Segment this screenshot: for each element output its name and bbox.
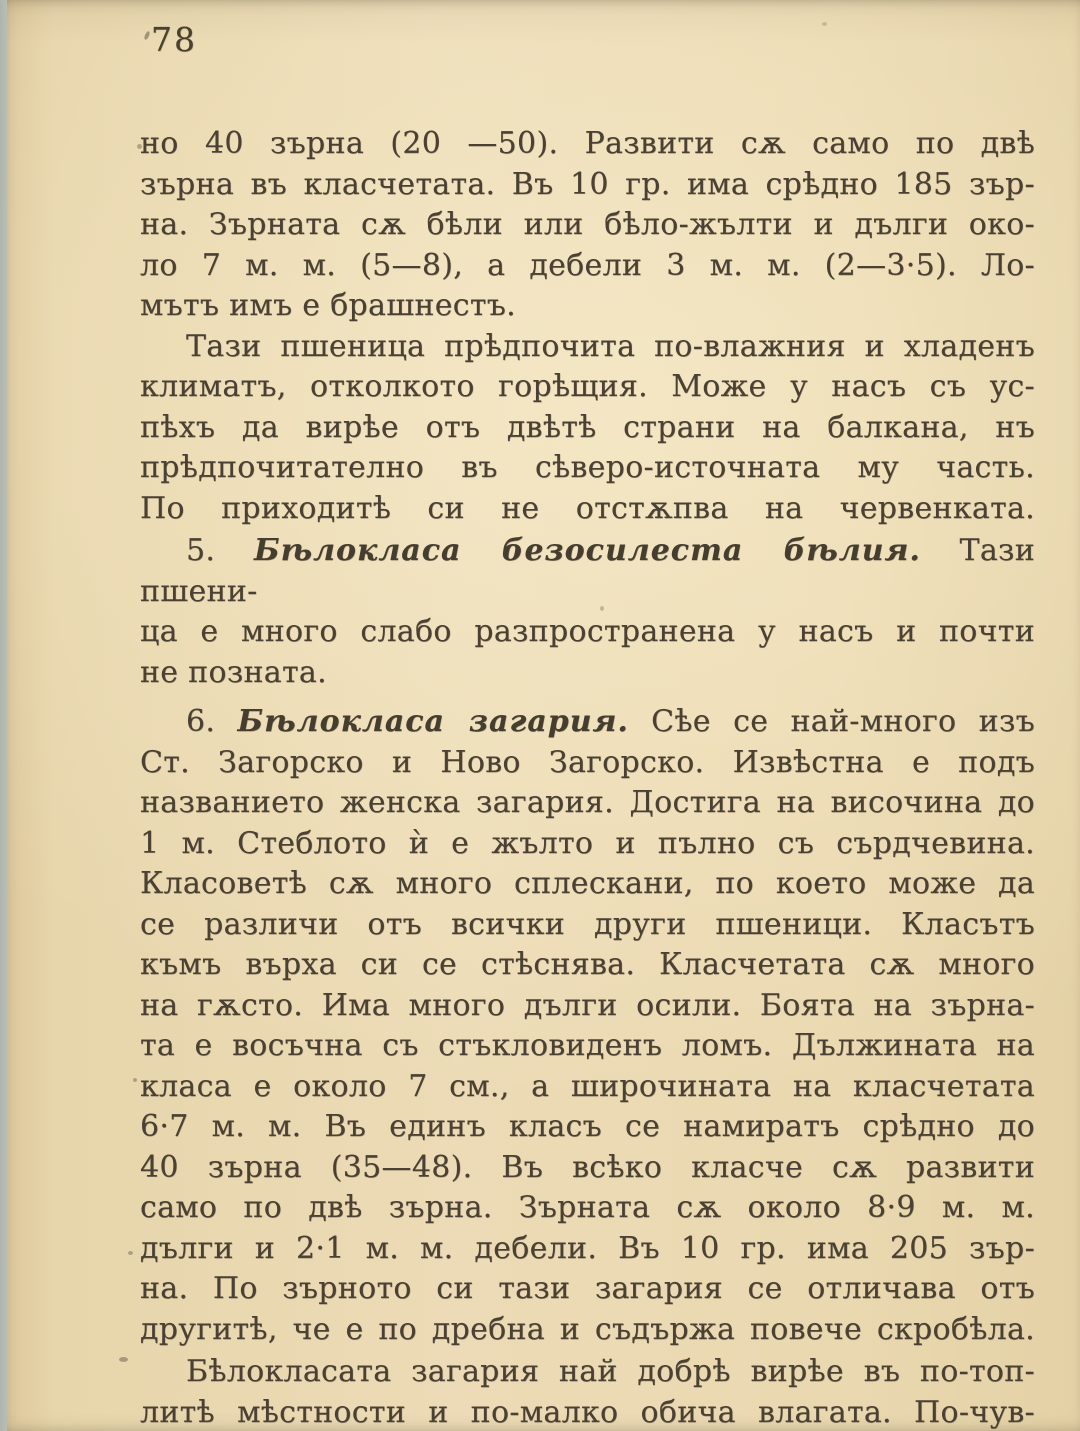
text-line	[140, 986, 1035, 1027]
text-line	[140, 1148, 1035, 1189]
text-run: Ст. Загорско и Ново Загорско. Извѣстна е подъ	[140, 744, 1035, 780]
scan-speck	[143, 31, 150, 41]
text-run: не позната.	[140, 654, 327, 690]
text-run: Тази пшеница прѣдпочита по-влажния и хладенъ	[186, 328, 1035, 364]
text-run: другитѣ, че е по дребна и съдържа повече скробѣла.	[140, 1311, 1035, 1347]
text-run: ло 7 м. м. (5—8), а дебели 3 м. м. (2—3·5). Ло-	[140, 247, 1035, 283]
text-run: Бѣлокласата загария най добрѣ вирѣе въ по-топ-	[186, 1354, 1035, 1389]
text-line	[140, 327, 1035, 368]
text-run: литѣ мѣстности и по-малко обича влагата. По-чув-	[140, 1394, 1035, 1430]
text-run: на гѫсто. Има много дълги осили. Боята на зърна-	[140, 987, 1035, 1023]
text-line	[140, 945, 1035, 986]
text-run: 6·7 м. м. Въ единъ класъ се намиратъ срѣдно до	[140, 1109, 1035, 1144]
text-run: Тази пшени-	[140, 533, 1036, 609]
text-run: климатъ, отколкото горѣщия. Може у насъ съ ус-	[140, 369, 1035, 404]
scan-speck	[133, 1078, 137, 1082]
text-run: Сѣе се най-много изъ	[628, 704, 1035, 739]
text-line	[140, 1393, 1035, 1431]
paragraph	[140, 327, 1035, 530]
text-line	[140, 1067, 1035, 1108]
text-line	[140, 489, 1035, 530]
text-line	[140, 1026, 1035, 1067]
text-run: но 40 зърна (20 —50). Развити сѫ само по двѣ	[140, 126, 1035, 161]
scan-speck	[822, 22, 827, 26]
text-line	[140, 165, 1035, 206]
text-line	[140, 1107, 1035, 1148]
text-run: на. По зърното си тази загария се отличава отъ	[140, 1271, 1035, 1306]
text-run: само по двѣ зърна. Зърната сѫ около 8·9 м. м.	[140, 1190, 1035, 1225]
text-run: ца е много слабо разпространена у насъ и почти	[140, 614, 1035, 649]
text-line	[140, 246, 1035, 287]
paragraph	[140, 531, 1035, 693]
text-run: на. Зърната сѫ бѣли или бѣло-жълти и дълги око-	[140, 207, 1035, 242]
text-run: прѣдпочитателно въ сѣверо-источната му часть.	[140, 450, 1035, 485]
text-run: 1 м. Стеблото ѝ е жълто и пълно съ сърдчевина.	[140, 825, 1035, 861]
text-line	[140, 905, 1035, 946]
scan-speck	[600, 606, 604, 611]
text-line	[140, 864, 1035, 905]
text-line	[140, 531, 1035, 612]
text-line	[140, 1310, 1035, 1351]
text-line	[140, 408, 1035, 449]
text-run: се различи отъ всички други пшеници. Класътъ	[140, 906, 1035, 942]
scan-speck	[119, 1357, 128, 1362]
text-line	[140, 612, 1035, 653]
text-line	[140, 702, 1035, 743]
text-line	[140, 124, 1035, 165]
text-line	[140, 205, 1035, 246]
text-run: По приходитѣ си не отстѫпва на червенката.	[140, 490, 1035, 526]
paragraph	[140, 1352, 1035, 1431]
scan-speck	[128, 1251, 133, 1255]
text-run: дълги и 2·1 м. м. дебели. Въ 10 гр. има 205 зър-	[140, 1230, 1035, 1266]
text-run: пѣхъ да вирѣе отъ двѣтѣ страни на балкана, нъ	[140, 409, 1035, 445]
text-line	[140, 653, 1035, 694]
text-line	[140, 367, 1035, 408]
emphasis-text-run: Бѣлокласа безосилеста бѣлия.	[253, 533, 921, 568]
text-line	[140, 1269, 1035, 1310]
scan-edge-strip	[0, 0, 7, 1431]
text-run: та е восъчна съ стъкловиденъ ломъ. Дължината на	[140, 1028, 1035, 1063]
text-line	[140, 448, 1035, 489]
emphasis-text-run: Бѣлокласа загария.	[237, 704, 629, 739]
paragraph	[140, 702, 1035, 1350]
text-line	[140, 783, 1035, 824]
text-run: 6.	[186, 704, 238, 739]
scan-speck	[137, 144, 142, 149]
text-run: зърна въ класчетата. Въ 10 гр. има срѣдно 185 зър-	[140, 166, 1035, 202]
text-run: Класоветѣ сѫ много сплескани, по което може да	[140, 866, 1035, 901]
text-run: къмъ върха си се стѣснява. Класчетата сѫ много	[140, 947, 1035, 982]
text-line	[140, 824, 1035, 865]
text-line	[140, 286, 1035, 327]
text-line	[140, 1229, 1035, 1270]
paragraph	[140, 124, 1035, 327]
text-run: класа е около 7 см., а широчината на класчетата	[140, 1068, 1035, 1104]
text-run: 5.	[186, 533, 254, 568]
text-run: названието женска загария. Достига на височина до	[140, 785, 1035, 820]
text-block	[140, 124, 1035, 1431]
text-line	[140, 743, 1035, 784]
text-run: 40 зърна (35—48). Въ всѣко класче сѫ развити	[140, 1149, 1035, 1185]
text-line	[140, 1352, 1035, 1393]
text-line	[140, 1188, 1035, 1229]
page-number: 78	[151, 20, 197, 59]
text-run: мътъ имъ е брашнестъ.	[140, 288, 516, 323]
